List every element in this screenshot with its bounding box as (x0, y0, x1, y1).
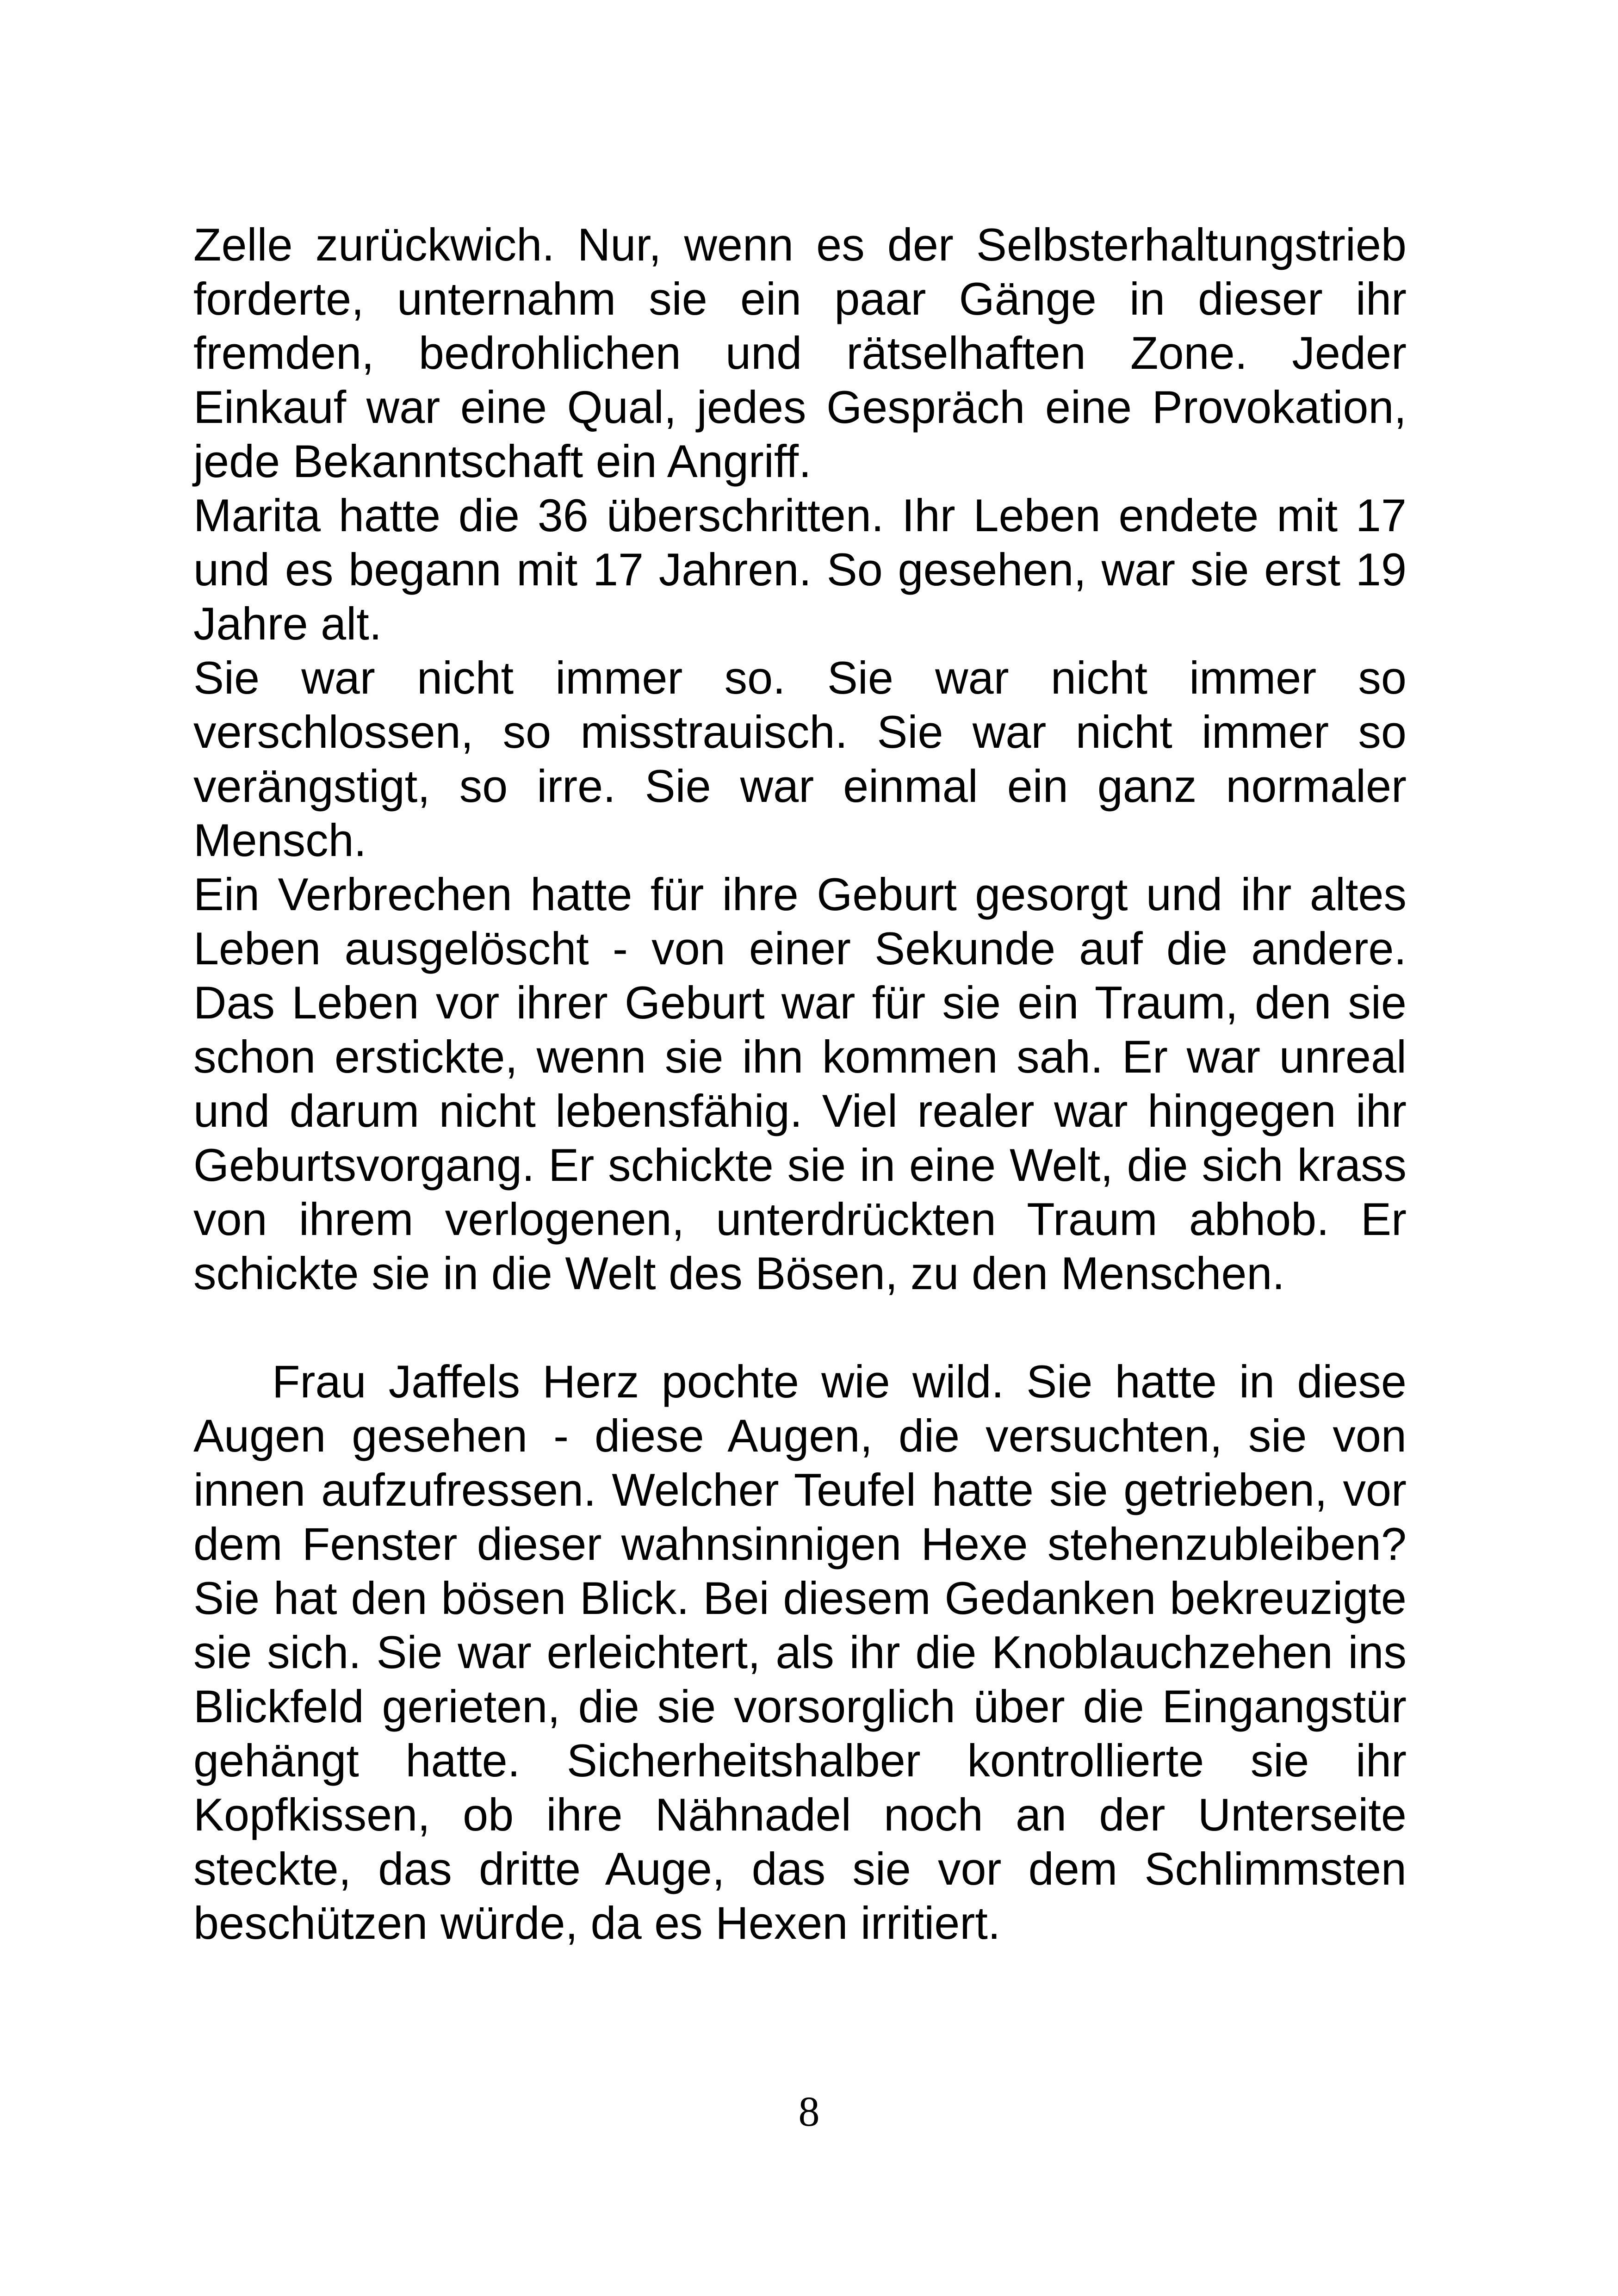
paragraph-5: Frau Jaffels Herz pochte wie wild. Sie hatte in diese Augen gesehen - diese Augen, die versuchten, sie von innen aufzufressen. Welcher Teufel hatte sie getrieben, vor dem Fenster dieser wahnsinnigen Hexe stehenzubleiben? Sie hat den bösen Blick. Bei diesem Gedanken bekreuzigte sie sich. Sie war erleichtert, als ihr die Knoblauchzehen ins Blickfeld gerieten, die sie vorsorglich über die Eingangstür gehängt hatte. Sicherheitshalber kontrollierte sie ihr Kopfkissen, ob ihre Nähnadel noch an der Unterseite steckte, das dritte Auge, das sie vor dem Schlimmsten beschützen würde, da es Hexen irritiert. (193, 1356, 1407, 1948)
paragraph-2: Marita hatte die 36 überschritten. Ihr Leben endete mit 17 und es begann mit 17 Jahren. So gesehen, war sie erst 19 Jahre alt. (193, 490, 1407, 649)
paragraph-3: Sie war nicht immer so. Sie war nicht immer so verschlossen, so misstrauisch. Sie war nicht immer so verängstigt, so irre. Sie war einmal ein ganz normaler Mensch. (193, 652, 1407, 866)
paragraph-spacer (193, 1300, 1407, 1354)
page-number: 8 (798, 2088, 820, 2135)
paragraph-4: Ein Verbrechen hatte für ihre Geburt gesorgt und ihr altes Leben ausgelöscht - von einer Sekunde auf die andere. Das Leben vor ihrer Geburt war für sie ein Traum, den sie schon erstickte, wenn sie ihn kommen sah. Er war unreal und darum nicht lebensfähig. Viel realer war hingegen ihr Geburtsvorgang. Er schickte sie in eine Welt, die sich krass von ihrem verlogenen, unterdrückten Traum abhob. Er schickte sie in die Welt des Bösen, zu den Menschen. (193, 869, 1407, 1299)
body-text (193, 217, 1407, 1950)
paragraph-1: Zelle zurückwich. Nur, wenn es der Selbsterhaltungstrieb forderte, unternahm sie ein paar Gänge in dieser ihr fremden, bedrohlichen und rätselhaften Zone. Jeder Einkauf war eine Qual, jedes Gespräch eine Provokation, jede Bekanntschaft ein Angriff. (193, 219, 1407, 487)
